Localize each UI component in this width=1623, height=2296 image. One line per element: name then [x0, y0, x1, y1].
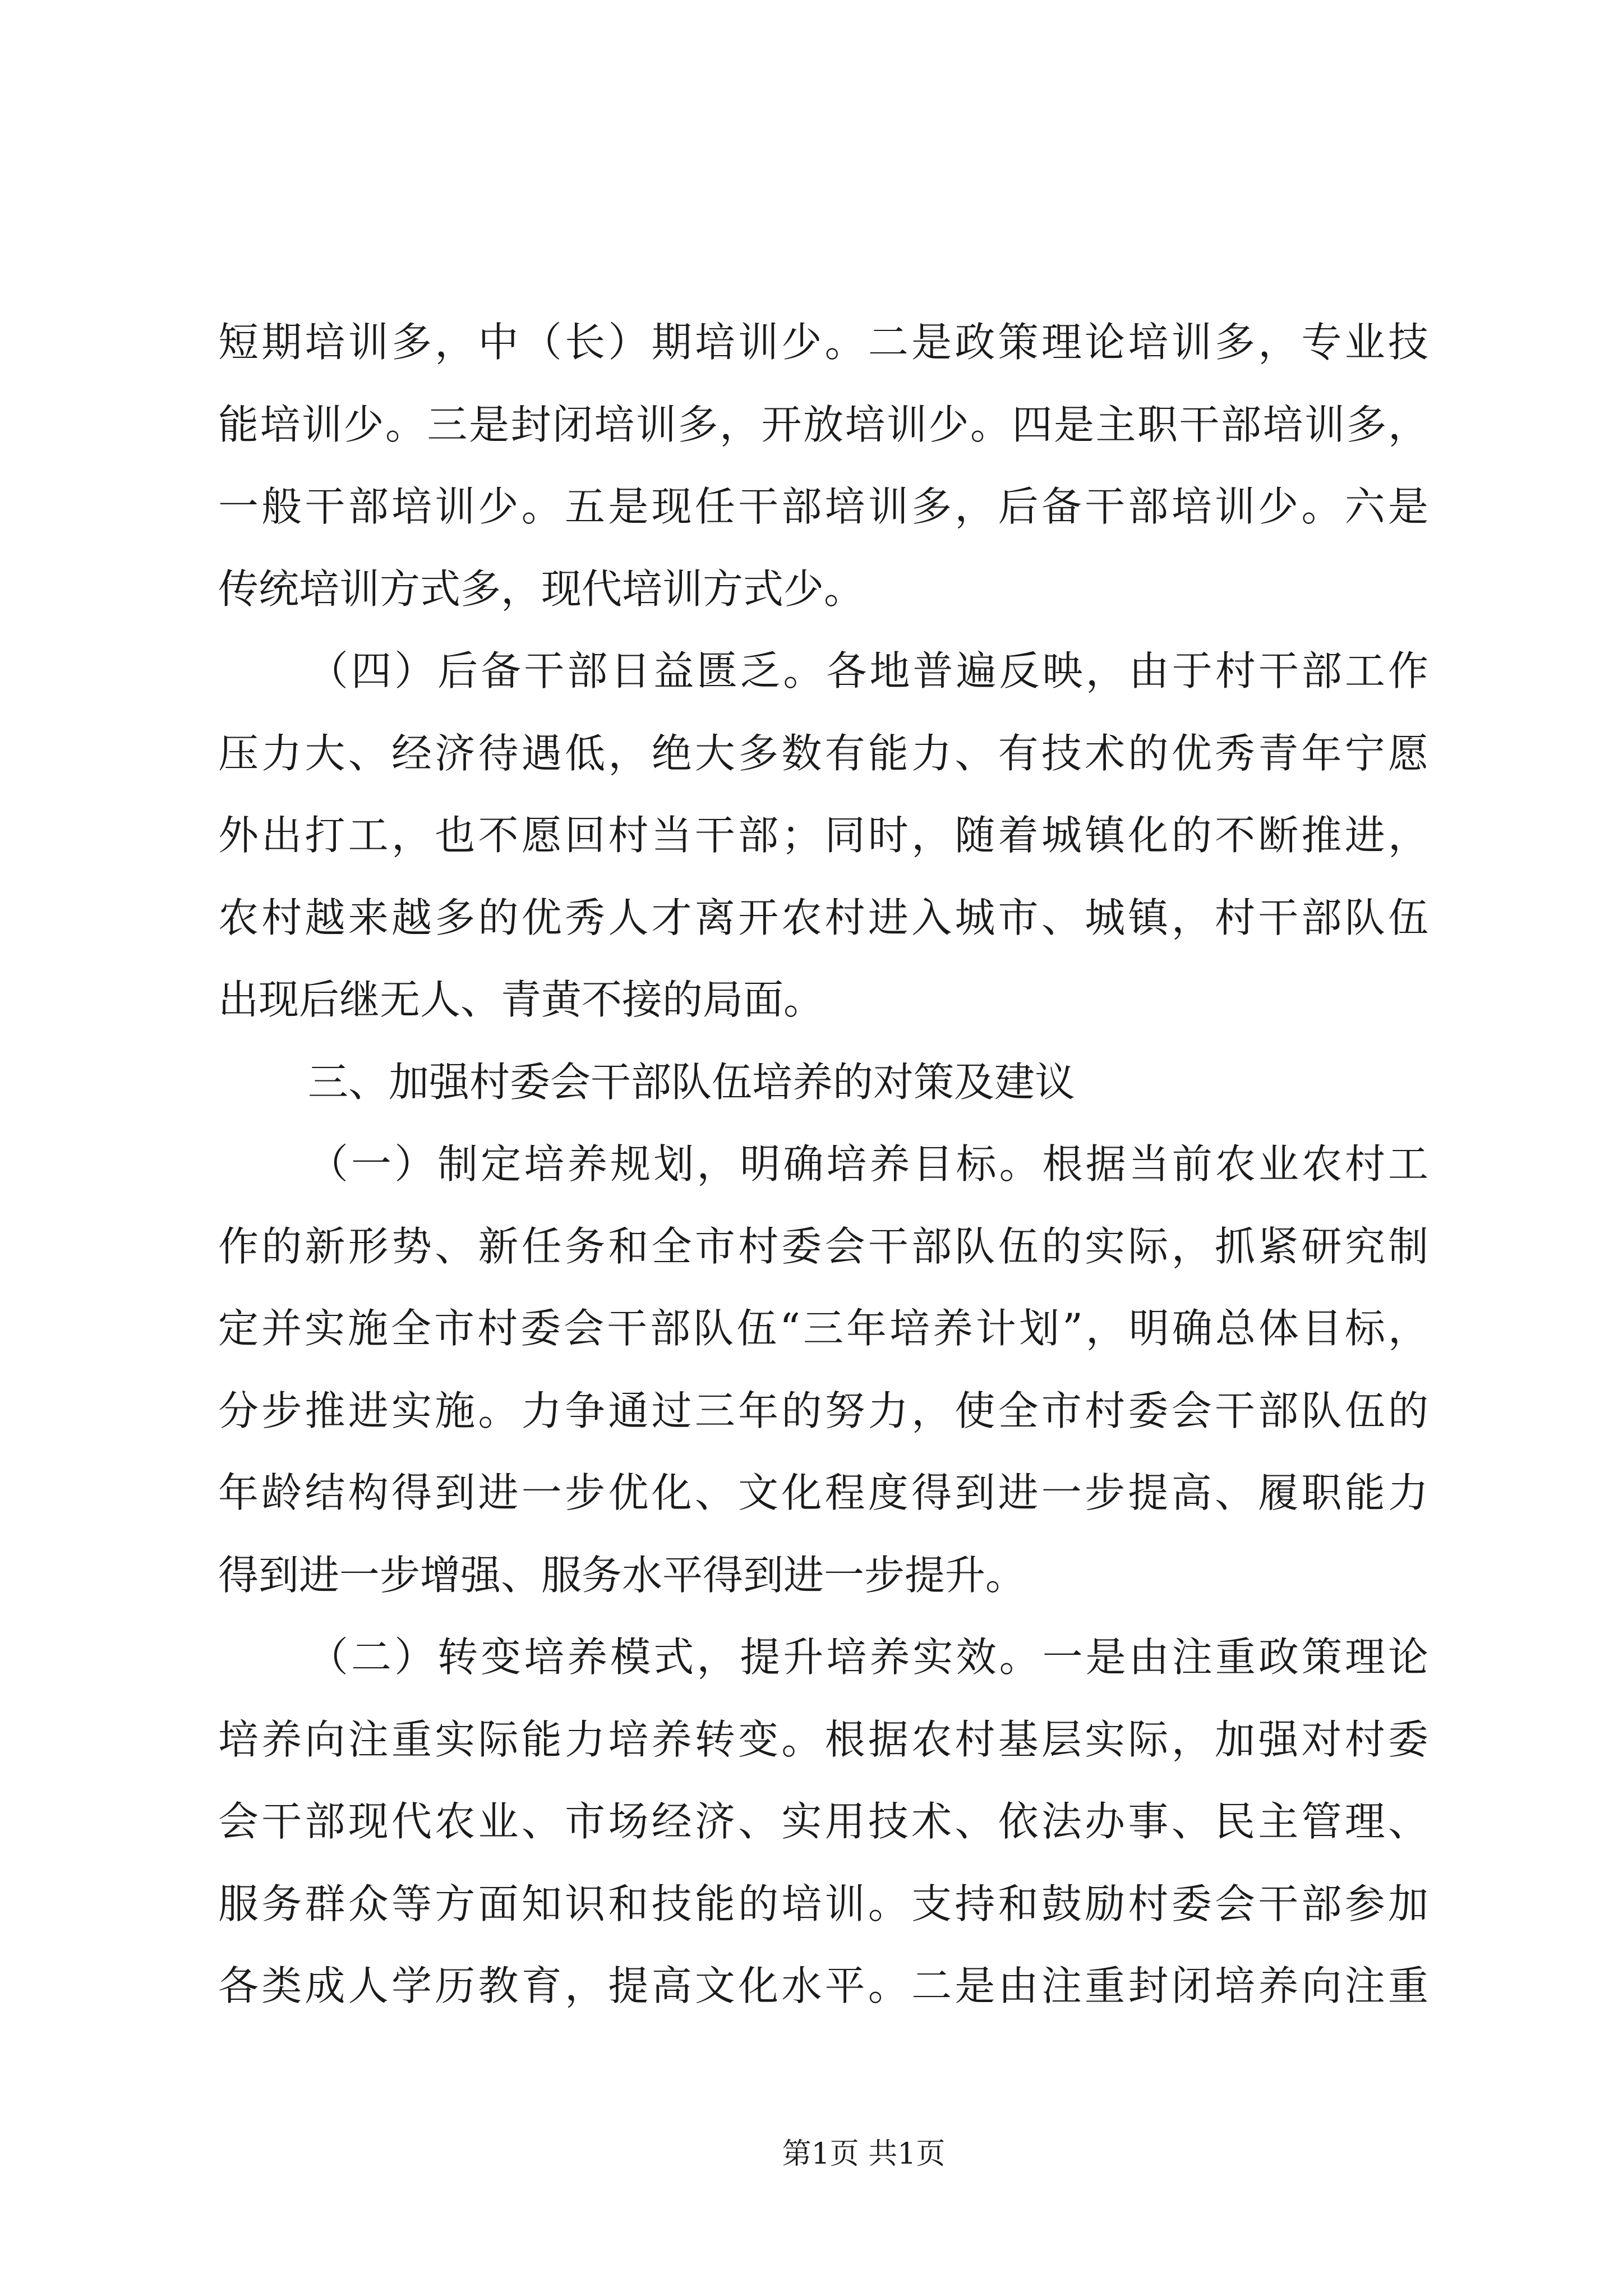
text-line: 传统培训方式多，现代培训方式少。 — [218, 565, 865, 613]
body-text — [218, 301, 1428, 2027]
text-line: （四）后备干部日益匮乏。各地普遍反映，由于村干部工作 — [308, 647, 1428, 694]
paragraph-training-plan — [218, 1123, 1428, 1616]
section-heading — [218, 1041, 1428, 1124]
text-line: 各类成人学历教育，提高文化水平。二是由注重封闭培养向注重 — [218, 1962, 1428, 2009]
text-line: 作的新形势、新任务和全市村委会干部队伍的实际，抓紧研究制 — [218, 1222, 1428, 1270]
text-line: 出现后继无人、青黄不接的局面。 — [218, 976, 824, 1023]
text-line: 培养向注重实际能力培养转变。根据农村基层实际，加强对村委 — [218, 1715, 1428, 1763]
paragraph-training-mode — [218, 1616, 1428, 2027]
text-line: （一）制定培养规划，明确培养目标。根据当前农业农村工 — [308, 1140, 1428, 1188]
paragraph-reserve-cadres — [218, 630, 1428, 1041]
text-line: 会干部现代农业、市场经济、实用技术、依法办事、民主管理、 — [218, 1798, 1428, 1845]
text-line: 定并实施全市村委会干部队伍“三年培养计划”，明确总体目标， — [218, 1305, 1428, 1352]
text-line: 年龄结构得到进一步优化、文化程度得到进一步提高、履职能力 — [218, 1469, 1428, 1516]
text-line: 能培训少。三是封闭培训多，开放培训少。四是主职干部培训多， — [218, 401, 1428, 448]
text-line: （二）转变培养模式，提升培养实效。一是由注重政策理论 — [308, 1634, 1428, 1681]
page-number-footer: 第1页 共1页 — [782, 2137, 946, 2171]
text-line: 压力大、经济待遇低，绝大多数有能力、有技术的优秀青年宁愿 — [218, 729, 1428, 777]
text-line: 农村越来越多的优秀人才离开农村进入城市、城镇，村干部队伍 — [218, 894, 1428, 941]
text-line: 得到进一步增强、服务水平得到进一步提升。 — [218, 1551, 1026, 1599]
text-line: 短期培训多，中（长）期培训少。二是政策理论培训多，专业技 — [218, 319, 1428, 366]
text-line: 一般干部培训少。五是现任干部培训多，后备干部培训少。六是 — [218, 483, 1428, 530]
paragraph-training-imbalance — [218, 301, 1428, 630]
text-line: 分步推进实施。力争通过三年的努力，使全市村委会干部队伍的 — [218, 1387, 1428, 1434]
text-line: 服务群众等方面知识和技能的培训。支持和鼓励村委会干部参加 — [218, 1880, 1428, 1927]
text-line: 外出打工，也不愿回村当干部；同时，随着城镇化的不断推进， — [218, 812, 1428, 859]
section-heading-text: 三、加强村委会干部队伍培养的对策及建议 — [308, 1058, 1076, 1106]
